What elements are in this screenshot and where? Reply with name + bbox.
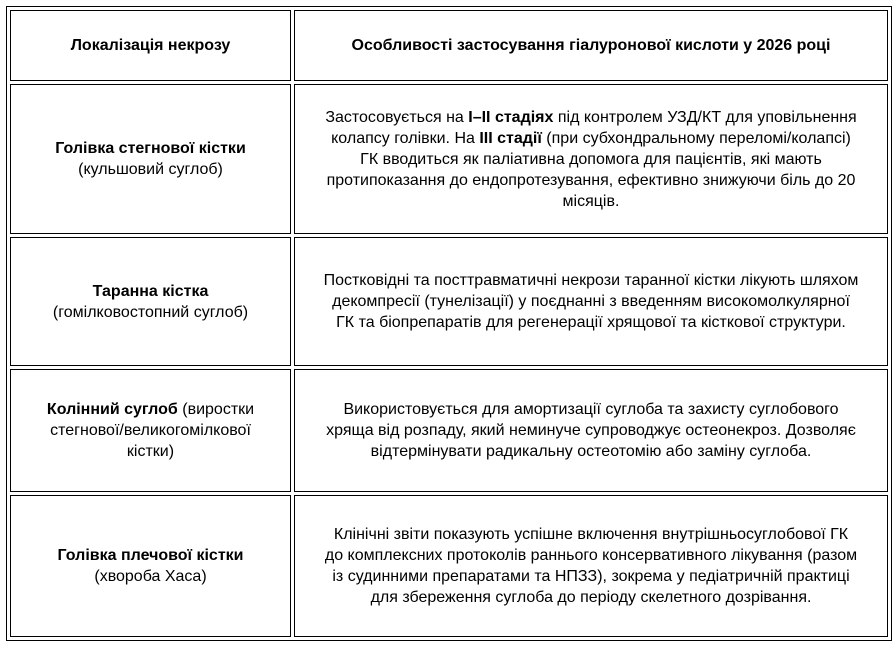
table-row — [10, 84, 888, 234]
site-detail: (виростки стегнової/великогомілкової кістки) — [50, 401, 255, 460]
site-cell — [10, 495, 291, 637]
site-name: Таранна кістка — [92, 282, 209, 300]
necrosis-table — [6, 6, 892, 641]
desc-stage-early: I–II стадіях — [468, 108, 554, 126]
site-detail: (гомілковостопний суглоб) — [52, 303, 249, 321]
description-cell — [294, 495, 888, 637]
site-cell — [10, 237, 291, 366]
desc-text: Застосовується на — [325, 108, 469, 126]
table-row — [10, 369, 888, 492]
site-cell — [10, 84, 291, 234]
table-header-row — [10, 10, 888, 81]
desc-text: (при субхондральному переломі/колапсі) ГК вводиться як паліативна допомога для пацієнтів, які мають протипоказання до ендопротезування, ефективно знижуючи біль до 20 місяців. — [326, 129, 856, 210]
desc-stage-late: III стадії — [479, 129, 542, 147]
site-detail: (хвороба Хаса) — [94, 568, 207, 585]
description-cell — [294, 84, 888, 234]
desc-text: Постковідні та посттравматичні некрози таранної кістки лікують шляхом декомпресії (тунелізації) у поєднанні з введенням високомолкулярної ГК та біопрепаратів для регенерації хрящової та кісткової структури. — [323, 272, 859, 331]
description-cell — [294, 237, 888, 366]
site-cell — [10, 369, 291, 492]
table-row — [10, 495, 888, 637]
header-features: Особливості застосування гіалуронової кислоти у 2026 році — [294, 10, 888, 81]
header-localization: Локалізація некрозу — [10, 10, 291, 81]
desc-text: під контролем УЗД/КТ для уповільнення колапсу голівки. На — [331, 108, 857, 147]
site-name: Голівка плечової кістки — [57, 547, 244, 564]
site-name: Голівка стегнової кістки — [55, 140, 246, 157]
site-name: Колінний суглоб — [46, 401, 178, 418]
table-row — [10, 237, 888, 366]
site-detail: (кульшовий суглоб) — [78, 161, 223, 178]
desc-text: Використовується для амортизації суглоба та захисту суглобового хряща від розпаду, який неминуче супроводжує остеонекроз. Дозволяє відтермінувати радикальну остеотомію або заміну суглоба. — [326, 401, 856, 460]
description-cell — [294, 369, 888, 492]
desc-text: Клінічні звіти показують успішне включення внутрішньосуглобової ГК до комплексних протоколів раннього консервативного лікування (разом із судинними препаратами та НПЗЗ), зокрема у педіатричній практиці для збереження суглоба до періоду скелетного дозрівання. — [324, 526, 858, 606]
